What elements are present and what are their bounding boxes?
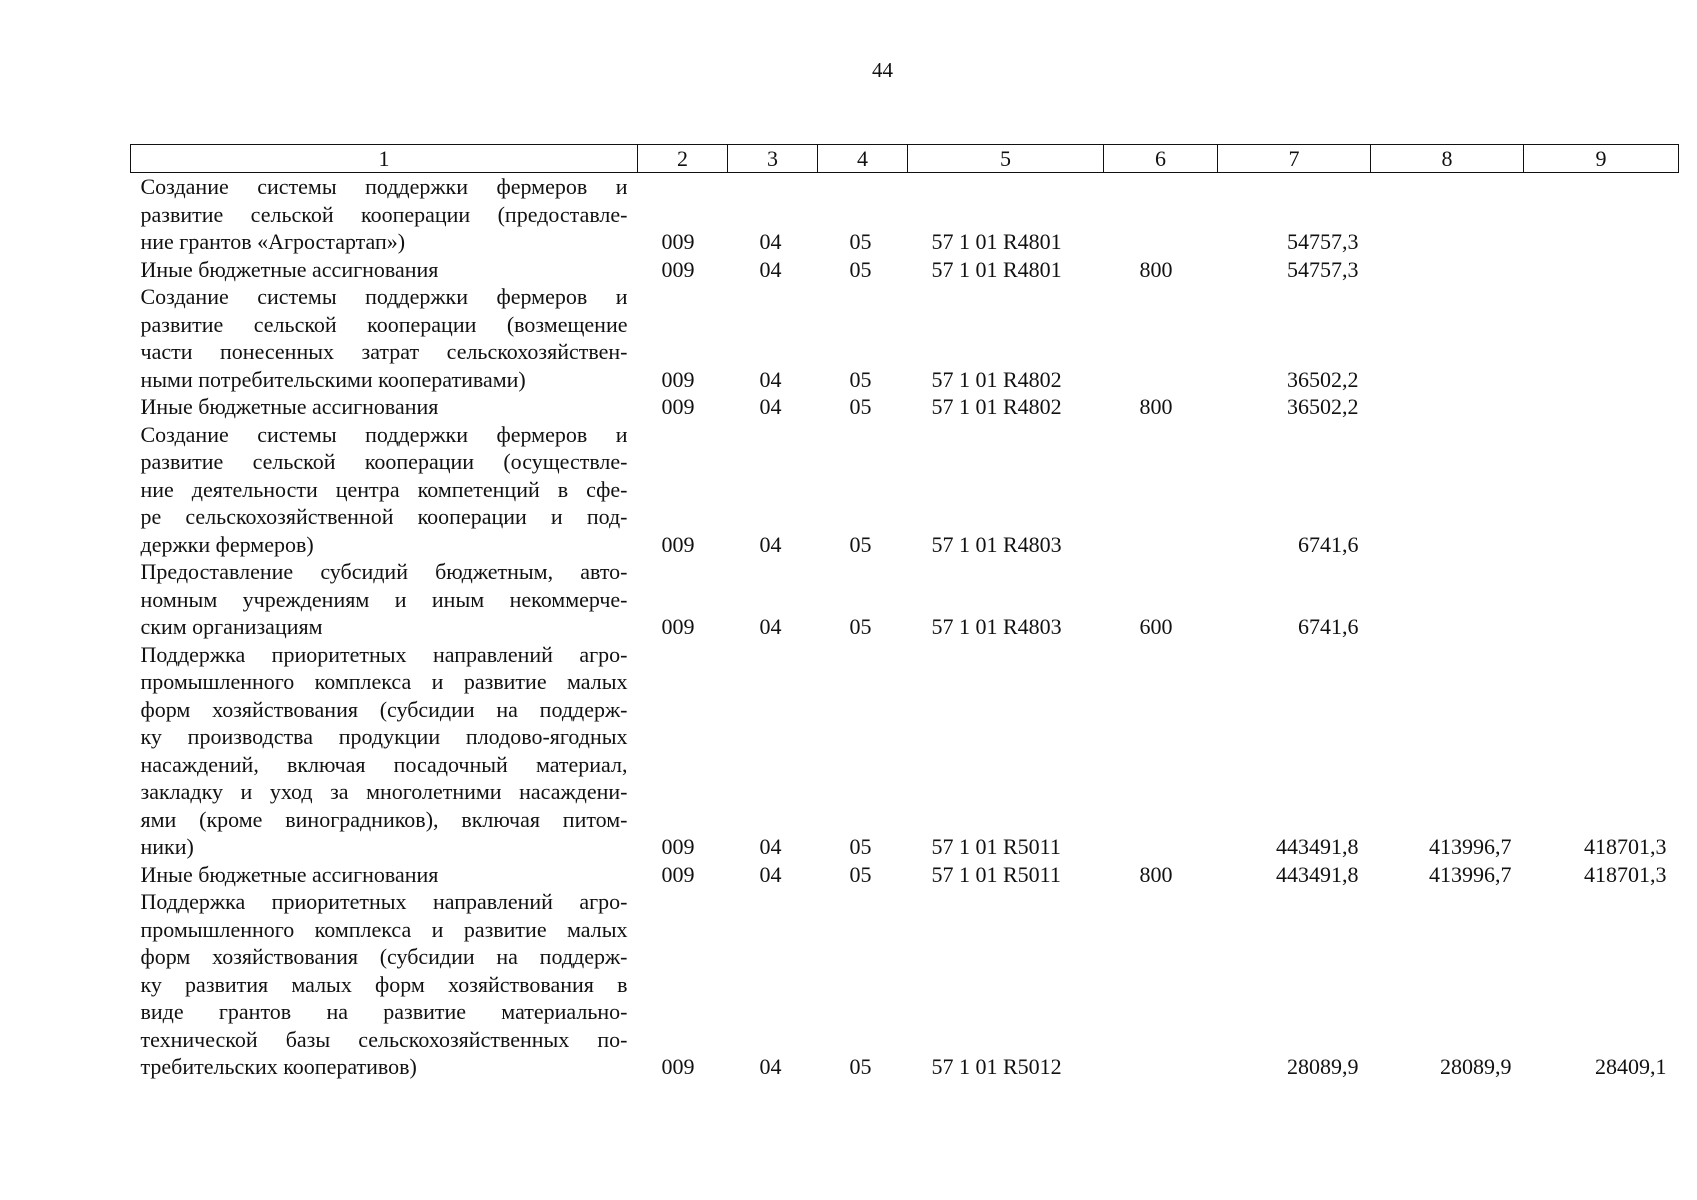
expense-type-code: 800 (1139, 394, 1173, 419)
amount-col9: 418701,3 (1584, 834, 1667, 859)
subsection-code: 05 (849, 1054, 872, 1079)
amount-col9 (1524, 256, 1679, 284)
amount-col7: 28089,9 (1287, 1054, 1359, 1079)
expense-type-code (1104, 173, 1218, 256)
amount-col7: 36502,2 (1287, 394, 1359, 419)
column-header: 6 (1104, 145, 1218, 173)
amount-col8 (1371, 421, 1524, 559)
description-line: развитие сельской кооперации (возмещение (140, 311, 628, 337)
row-description (131, 641, 638, 861)
amount-col9: 418701,3 (1584, 861, 1667, 887)
expense-type-code: 800 (1139, 256, 1173, 282)
expense-type-code (1104, 421, 1218, 559)
description-line: ние деятельности центра компетенций в сфе- (140, 476, 628, 502)
description-line: Иные бюджетные ассигнования (140, 256, 439, 282)
column-header: 5 (908, 145, 1104, 173)
description-line: части понесенных затрат сельскохозяйствен- (140, 339, 628, 364)
amount-col7: 443491,8 (1276, 861, 1359, 887)
description-line: держки фермеров) (140, 531, 314, 557)
description-line: промышленного комплекса и развитие малых (140, 916, 628, 942)
amount-col8: 28089,9 (1440, 1054, 1512, 1079)
subsection-code: 05 (849, 834, 872, 859)
amount-col9 (1524, 393, 1679, 421)
table-row (131, 888, 1679, 1081)
section-code: 04 (759, 394, 782, 419)
table-row (131, 558, 1679, 641)
amount-col7: 54757,3 (1287, 256, 1359, 282)
description-line: развитие сельской кооперации (осуществле- (140, 449, 628, 474)
description-line: виде грантов на развитие материально- (140, 999, 628, 1024)
column-header: 7 (1218, 145, 1371, 173)
amount-col8 (1371, 558, 1524, 641)
description-line: ние грантов «Агростартап») (140, 229, 406, 254)
target-article-code: 57 1 01 R4803 (931, 614, 1062, 639)
grbs-code: 009 (661, 366, 695, 392)
grbs-code: 009 (661, 531, 695, 557)
amount-col9 (1524, 173, 1679, 256)
expense-type-code: 800 (1139, 861, 1173, 887)
description-line: Создание системы поддержки фермеров и (140, 284, 628, 309)
grbs-code: 009 (661, 861, 695, 887)
amount-col9 (1524, 283, 1679, 393)
subsection-code: 05 (849, 614, 872, 639)
column-header: 8 (1371, 145, 1524, 173)
amount-col9 (1524, 558, 1679, 641)
description-line: промышленного комплекса и развитие малых (140, 669, 628, 694)
column-header: 1 (131, 145, 638, 173)
subsection-code: 05 (849, 366, 872, 392)
row-description (131, 558, 638, 641)
table-header-row (131, 145, 1679, 173)
grbs-code: 009 (661, 229, 695, 254)
description-line: ными потребительскими кооперативами) (140, 366, 526, 392)
amount-col9 (1524, 421, 1679, 559)
amount-col7: 6741,6 (1298, 531, 1359, 557)
row-description (131, 421, 638, 559)
section-code: 04 (759, 834, 782, 859)
table-row (131, 256, 1679, 284)
table-row (131, 173, 1679, 256)
table-row (131, 421, 1679, 559)
description-line: Предоставление субсидий бюджетным, авто- (140, 559, 628, 584)
grbs-code: 009 (661, 394, 695, 419)
expense-type-code: 600 (1139, 614, 1173, 639)
section-code: 04 (759, 614, 782, 639)
subsection-code: 05 (849, 394, 872, 419)
row-description (131, 393, 638, 421)
table-row (131, 641, 1679, 861)
amount-col8 (1371, 173, 1524, 256)
subsection-code: 05 (849, 861, 872, 887)
target-article-code: 57 1 01 R4802 (931, 366, 1062, 392)
amount-col7: 443491,8 (1276, 834, 1359, 859)
description-line: Создание системы поддержки фермеров и (140, 174, 628, 199)
expense-type-code (1104, 641, 1218, 861)
grbs-code: 009 (661, 614, 695, 639)
subsection-code: 05 (849, 229, 872, 254)
amount-col7: 36502,2 (1287, 366, 1359, 392)
description-line: насаждений, включая посадочный материал, (140, 751, 628, 777)
amount-col7: 54757,3 (1287, 229, 1359, 254)
section-code: 04 (759, 861, 782, 887)
subsection-code: 05 (849, 256, 872, 282)
section-code: 04 (759, 256, 782, 282)
description-line: Создание системы поддержки фермеров и (140, 421, 628, 447)
table-row (131, 393, 1679, 421)
row-description (131, 173, 638, 256)
description-line: форм хозяйствования (субсидии на поддерж- (140, 696, 628, 722)
amount-col7: 6741,6 (1298, 614, 1359, 639)
grbs-code: 009 (661, 1054, 695, 1079)
section-code: 04 (759, 531, 782, 557)
target-article-code: 57 1 01 R5011 (931, 861, 1061, 887)
row-description (131, 256, 638, 284)
grbs-code: 009 (661, 256, 695, 282)
description-line: Поддержка приоритетных направлений агро- (140, 889, 628, 914)
description-line: Иные бюджетные ассигнования (140, 861, 439, 887)
page-number: 44 (872, 58, 893, 82)
section-code: 04 (759, 366, 782, 392)
description-line: закладку и уход за многолетними насаждени- (140, 779, 628, 804)
grbs-code: 009 (661, 834, 695, 859)
amount-col8 (1371, 283, 1524, 393)
description-line: требительских кооперативов) (140, 1054, 417, 1079)
budget-table (130, 144, 1679, 1081)
description-line: ку развития малых форм хозяйствования в (140, 971, 628, 997)
table-row (131, 861, 1679, 889)
expense-type-code (1104, 283, 1218, 393)
target-article-code: 57 1 01 R5012 (931, 1054, 1062, 1079)
row-description (131, 283, 638, 393)
section-code: 04 (759, 229, 782, 254)
amount-col9: 28409,1 (1595, 1054, 1667, 1079)
description-line: ским организациям (140, 614, 323, 639)
target-article-code: 57 1 01 R5011 (931, 834, 1061, 859)
column-header: 9 (1524, 145, 1679, 173)
table-body (131, 173, 1679, 1081)
description-line: ями (кроме виноградников), включая питом- (140, 806, 628, 832)
description-line: Поддержка приоритетных направлений агро- (140, 641, 628, 667)
subsection-code: 05 (849, 531, 872, 557)
description-line: ники) (140, 834, 194, 859)
description-line: номным учреждениям и иным некоммерче- (140, 586, 628, 612)
description-line: технической базы сельскохозяйственных по- (140, 1026, 628, 1052)
description-line: ре сельскохозяйственной кооперации и под- (140, 504, 628, 529)
section-code: 04 (759, 1054, 782, 1079)
column-header: 3 (728, 145, 818, 173)
description-line: форм хозяйствования (субсидии на поддерж- (140, 944, 628, 969)
column-header: 2 (638, 145, 728, 173)
row-description (131, 888, 638, 1081)
description-line: ку производства продукции плодово-ягодных (140, 724, 628, 749)
amount-col8 (1371, 393, 1524, 421)
expense-type-code (1104, 888, 1218, 1081)
target-article-code: 57 1 01 R4802 (931, 394, 1062, 419)
amount-col8 (1371, 256, 1524, 284)
row-description (131, 861, 638, 889)
description-line: Иные бюджетные ассигнования (140, 394, 439, 419)
description-line: развитие сельской кооперации (предоставле- (140, 201, 628, 227)
table-row (131, 283, 1679, 393)
amount-col8: 413996,7 (1429, 861, 1512, 887)
target-article-code: 57 1 01 R4801 (931, 256, 1062, 282)
column-header: 4 (818, 145, 908, 173)
amount-col8: 413996,7 (1429, 834, 1512, 859)
target-article-code: 57 1 01 R4803 (931, 531, 1062, 557)
target-article-code: 57 1 01 R4801 (931, 229, 1062, 254)
